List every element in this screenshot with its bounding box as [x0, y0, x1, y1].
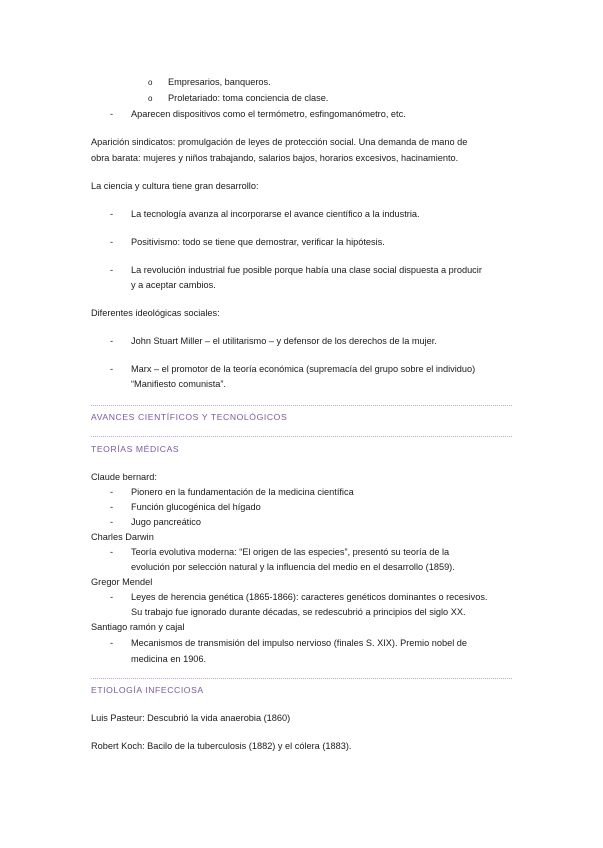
paragraph-intro: Diferentes ideológicas sociales:	[91, 308, 220, 318]
list-item	[110, 545, 449, 560]
dash-marker: -	[110, 547, 114, 557]
list-item	[110, 590, 487, 605]
person-name: Santiago ramón y cajal	[91, 622, 185, 632]
dotted-divider	[91, 405, 512, 406]
dash-marker: -	[110, 592, 114, 602]
sub-bullet-marker: o	[148, 78, 153, 87]
section-heading: AVANCES CIENTÍFICOS Y TECNOLÓGICOS	[91, 412, 288, 422]
dash-marker: -	[110, 209, 114, 219]
dash-marker: -	[110, 364, 114, 374]
dash-marker: -	[110, 336, 114, 346]
list-item-text: La tecnología avanza al incorporarse el avance científico a la industria.	[131, 209, 420, 219]
list-item-text: Marx – el promotor de la teoría económica (supremacía del grupo sobre el individuo)	[131, 364, 476, 374]
dotted-divider	[91, 436, 512, 437]
dash-marker: -	[110, 487, 114, 497]
list-item	[110, 362, 475, 377]
section-heading: ETIOLOGÍA INFECCIOSA	[91, 685, 204, 695]
sub-item-text: Proletariado: toma conciencia de clase.	[168, 93, 329, 103]
list-item-text: Pionero en la fundamentación de la medicina científica	[131, 487, 354, 497]
list-item	[110, 485, 354, 500]
list-item	[110, 636, 467, 651]
dash-marker: -	[110, 265, 114, 275]
person-name: Charles Darwin	[91, 532, 154, 542]
list-item-continuation: “Manifiesto comunista”.	[131, 379, 226, 389]
paragraph-line: Robert Koch: Bacilo de la tuberculosis (1882) y el cólera (1883).	[91, 741, 352, 751]
list-item	[110, 334, 437, 349]
list-item	[110, 263, 482, 278]
sub-list-item	[148, 75, 271, 90]
list-item-text: Aparecen dispositivos como el termómetro, esfingomanómetro, etc.	[131, 109, 406, 119]
dash-marker: -	[110, 638, 114, 648]
section-heading: TEORÍAS MÉDICAS	[91, 444, 180, 454]
dash-marker: -	[110, 109, 114, 119]
paragraph-line: Luis Pasteur: Descubrió la vida anaerobia (1860)	[91, 713, 291, 723]
dash-marker: -	[110, 237, 114, 247]
sub-bullet-marker: o	[148, 94, 153, 103]
list-item-continuation: y a aceptar cambios.	[131, 280, 216, 290]
dash-marker: -	[110, 517, 114, 527]
list-item	[110, 500, 261, 515]
dotted-divider	[91, 678, 512, 679]
sub-list-item	[148, 91, 328, 106]
list-item-text: Jugo pancreático	[131, 517, 201, 527]
person-name: Gregor Mendel	[91, 577, 153, 587]
list-item-continuation: evolución por selección natural y la influencia del medio en el desarrollo (1859).	[131, 562, 455, 572]
dash-marker: -	[110, 502, 114, 512]
list-item-text: Función glucogénica del hígado	[131, 502, 261, 512]
sub-item-text: Empresarios, banqueros.	[168, 77, 271, 87]
list-item-text: Teoría evolutiva moderna: “El origen de las especies”, presentó su teoría de la	[131, 547, 450, 557]
list-item-text: Mecanismos de transmisión del impulso nervioso (finales S. XIX). Premio nobel de	[131, 638, 468, 648]
list-item-text: Positivismo: todo se tiene que demostrar, verificar la hipótesis.	[131, 237, 385, 247]
list-item	[110, 515, 201, 530]
paragraph-line: obra barata: mujeres y niños trabajando, salarios bajos, horarios excesivos, hacinamiento.	[91, 153, 459, 163]
paragraph-line: Aparición sindicatos: promulgación de leyes de protección social. Una demanda de mano de	[91, 137, 468, 147]
list-item	[110, 207, 420, 222]
list-item	[110, 107, 406, 122]
person-name: Claude bernard:	[91, 472, 157, 482]
list-item-text: La revolución industrial fue posible porque había una clase social dispuesta a producir	[131, 265, 482, 275]
paragraph-intro: La ciencia y cultura tiene gran desarrollo:	[91, 181, 259, 191]
list-item-text: John Stuart Miller – el utilitarismo – y defensor de los derechos de la mujer.	[131, 336, 437, 346]
list-item-continuation: medicina en 1906.	[131, 654, 207, 664]
list-item	[110, 235, 385, 250]
list-item-continuation: Su trabajo fue ignorado durante décadas, se redescubrió a principios del siglo XX.	[131, 607, 466, 617]
list-item-text: Leyes de herencia genética (1865-1866): caracteres genéticos dominantes o recesivos.	[131, 592, 488, 602]
